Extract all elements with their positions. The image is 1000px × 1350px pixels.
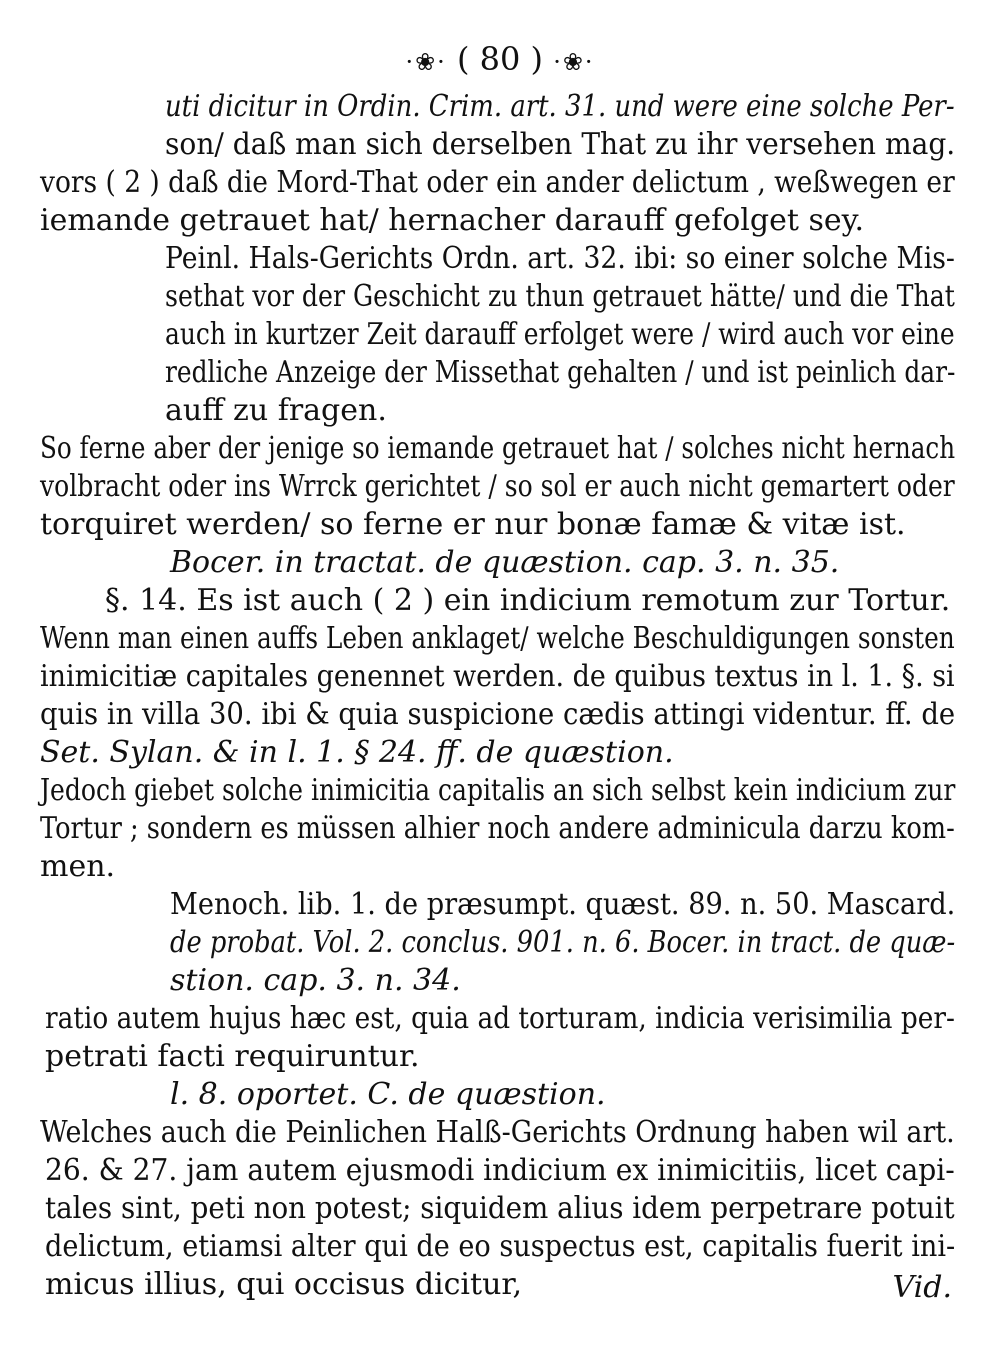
text-line: stion. cap. 3. n. 34. bbox=[170, 963, 461, 998]
text-line: inimicitiæ capitales genennet werden. de quibus textus in l. 1. §. si bbox=[40, 659, 955, 694]
catchword: Vid. bbox=[892, 1270, 952, 1305]
text-line: Tortur ; sondern es müssen alhier noch andere adminicula darzu kom- bbox=[40, 811, 955, 846]
text-line: vors ( 2 ) daß die Mord-That oder ein ander delictum , weßwegen er bbox=[40, 165, 955, 200]
text-line: Wenn man einen auffs Leben anklaget/ welche Beschuldigungen sonsten bbox=[40, 621, 955, 656]
page-number: ( 80 ) bbox=[456, 40, 544, 78]
text-line: volbracht oder ins Wrrck gerichtet / so sol er auch nicht gemartert oder bbox=[40, 469, 955, 504]
text-line: Jedoch giebet solche inimicitia capitalis an sich selbst kein indicium zur bbox=[40, 773, 956, 808]
text-line: auch in kurtzer Zeit darauff erfolget were / wird auch vor eine bbox=[165, 317, 955, 352]
text-line: Set. Sylan. & in l. 1. § 24. ff. de quæstion. bbox=[40, 735, 674, 770]
text-line: tales sint, peti non potest; siquidem alius idem perpetrare potuit bbox=[45, 1191, 955, 1226]
page-header bbox=[0, 40, 1000, 78]
text-line: So ferne aber der jenige so iemande getrauet hat / solches nicht hernach bbox=[40, 431, 956, 466]
text-line: delictum, etiamsi alter qui de eo suspectus est, capitalis fuerit ini- bbox=[45, 1229, 956, 1264]
text-line: ratio autem hujus hæc est, quia ad torturam, indicia verisimilia per- bbox=[45, 1001, 955, 1036]
text-line: Bocer. in tractat. de quæstion. cap. 3. n. 35. bbox=[170, 545, 840, 580]
text-line: micus illius, qui occisus dicitur, bbox=[45, 1267, 522, 1302]
text-line: 26. & 27. jam autem ejusmodi indicium ex inimicitiis, licet capi- bbox=[45, 1153, 955, 1188]
ornament-right-icon: ·❀· bbox=[553, 48, 595, 76]
ornament-left-icon: ·❀· bbox=[405, 48, 447, 76]
text-line: Welches auch die Peinlichen Halß-Gerichts Ordnung haben wil art. bbox=[40, 1115, 955, 1150]
text-line: sethat vor der Geschicht zu thun getrauet hätte/ und die That bbox=[165, 279, 955, 314]
text-line: petrati facti requiruntur. bbox=[45, 1039, 420, 1074]
text-line: auff zu fragen. bbox=[165, 393, 387, 428]
text-line: de probat. Vol. 2. conclus. 901. n. 6. Bocer. in tract. de quæ- bbox=[170, 925, 956, 960]
text-line: quis in villa 30. ibi & quia suspicione cædis attingi videntur. ff. de bbox=[40, 697, 956, 732]
text-line: iemande getrauet hat/ hernacher darauff gefolget sey. bbox=[40, 203, 865, 238]
text-line: torquiret werden/ so ferne er nur bonæ famæ & vitæ ist. bbox=[40, 507, 906, 542]
text-line: §. 14. Es ist auch ( 2 ) ein indicium remotum zur Tortur. bbox=[105, 583, 951, 618]
text-line: Peinl. Hals-Gerichts Ordn. art. 32. ibi: so einer solche Mis- bbox=[165, 241, 955, 276]
text-line: Menoch. lib. 1. de præsumpt. quæst. 89. n. 50. Mascard. bbox=[170, 887, 956, 922]
text-line: l. 8. oportet. C. de quæstion. bbox=[170, 1077, 606, 1112]
text-line: son/ daß man sich derselben That zu ihr versehen mag. bbox=[165, 127, 956, 162]
text-line: men. bbox=[40, 849, 116, 884]
text-line: redliche Anzeige der Missethat gehalten / und ist peinlich dar- bbox=[165, 355, 956, 390]
text-line: uti dicitur in Ordin. Crim. art. 31. und were eine solche Per- bbox=[165, 89, 955, 124]
